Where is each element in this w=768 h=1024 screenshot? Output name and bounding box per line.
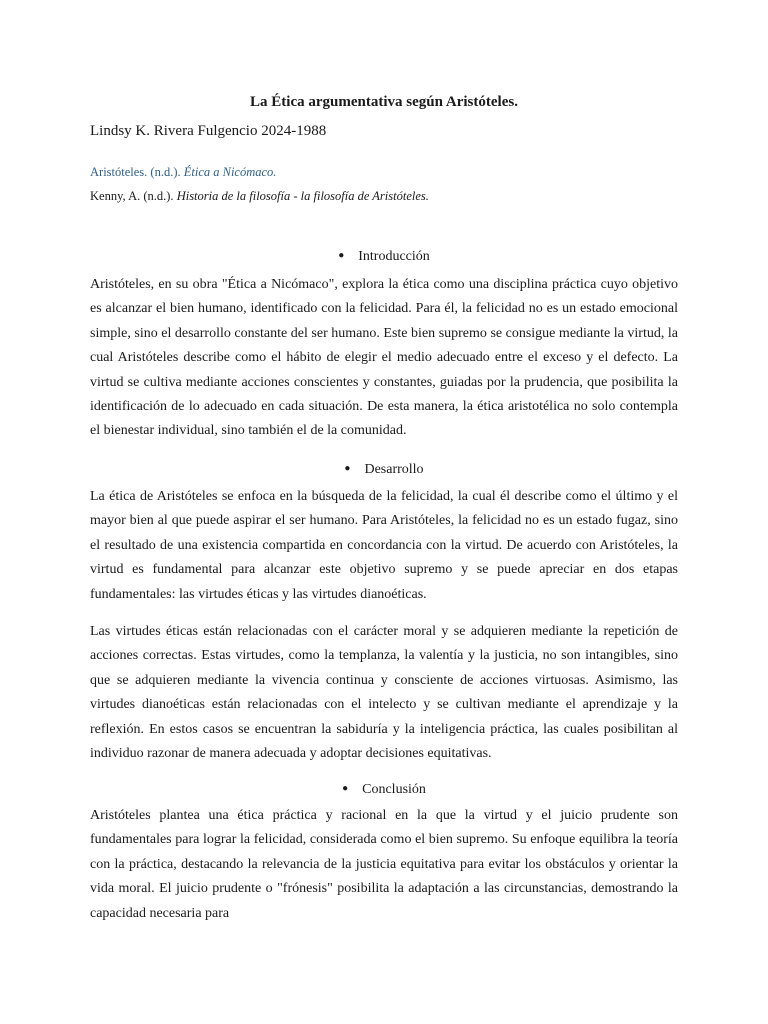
document-title: La Ética argumentativa según Aristóteles. bbox=[250, 94, 518, 110]
section-heading-label: Desarrollo bbox=[364, 462, 424, 477]
reference-title: Ética a Nicómaco. bbox=[183, 165, 277, 179]
paragraph: Aristóteles, en su obra "Ética a Nicómaco", explora la ética como una disciplina práctica cuyo objetivo es alcanzar el bien humano, identificado con la felicidad. Para él, la felicidad no es un estado emocional simple, sino el desarrollo constante del ser humano. Este bien supremo se consigue mediante la virtud, la cual Aristóteles describe como el hábito de elegir el medio adecuado entre el exceso y el defecto. La virtud se cultiva mediante acciones conscientes y constantes, guiadas por la prudencia, que posibilita la identificación de lo adecuado en cada situación. De esta manera, la ética aristotélica no solo contempla el bienestar individual, sino también el de la comunidad. bbox=[90, 277, 678, 439]
section-heading-desarrollo bbox=[0, 459, 768, 480]
section-heading-introduccion bbox=[0, 246, 768, 267]
paragraph: Aristóteles plantea una ética práctica y racional en la que la virtud y el juicio prudente son fundamentales para lograr la felicidad, considerada como el bien supremo. Su enfoque equilibra la teoría con la práctica, destacando la relevancia de la justicia equitativa para evitar los obstáculos y orientar la vida moral. El juicio prudente o "frónesis" posibilita la adaptación a las circunstancias, demostrando la capacidad necesaria para bbox=[90, 808, 678, 921]
section-heading-label: Conclusión bbox=[362, 782, 426, 797]
author-line: Lindsy K. Rivera Fulgencio 2024-1988 bbox=[90, 123, 327, 139]
reference-item bbox=[90, 187, 429, 205]
paragraph: Las virtudes éticas están relacionadas con el carácter moral y se adquieren mediante la repetición de acciones correctas. Estas virtudes, como la templanza, la valentía y la justicia, no son intangibles, sino que se adquieren mediante la vivencia continua y consciente de acciones virtuosas. Asimismo, las virtudes dianoéticas están relacionadas con el intelecto y se cultivan mediante el aprendizaje y la reflexión. En estos casos se encuentran la sabiduría y la inteligencia práctica, las cuales posibilitan al individuo razonar de manera adecuada y adoptar decisiones equitativas. bbox=[90, 624, 678, 762]
paragraph: La ética de Aristóteles se enfoca en la búsqueda de la felicidad, la cual él describe como el último y el mayor bien al que puede aspirar el ser humano. Para Aristóteles, la felicidad no es un estado fugaz, sino el resultado de una existencia compartida en concordancia con la virtud. De acuerdo con Aristóteles, la virtud es fundamental para alcanzar este objetivo supremo y se puede apreciar en dos etapas fundamentales: las virtudes éticas y las virtudes dianoéticas. bbox=[90, 489, 678, 602]
reference-prefix: Aristóteles. (n.d.). bbox=[90, 165, 184, 179]
section-heading-label: Introducción bbox=[358, 249, 430, 264]
reference-prefix: Kenny, A. (n.d.). bbox=[90, 189, 177, 203]
bullet-icon: ● bbox=[344, 463, 351, 474]
bullet-icon: ● bbox=[338, 250, 345, 261]
section-heading-conclusion bbox=[0, 779, 768, 800]
reference-title: Historia de la filosofía - la filosofía de Aristóteles. bbox=[176, 189, 429, 203]
bullet-icon: ● bbox=[342, 783, 349, 794]
reference-item[interactable] bbox=[90, 163, 276, 181]
